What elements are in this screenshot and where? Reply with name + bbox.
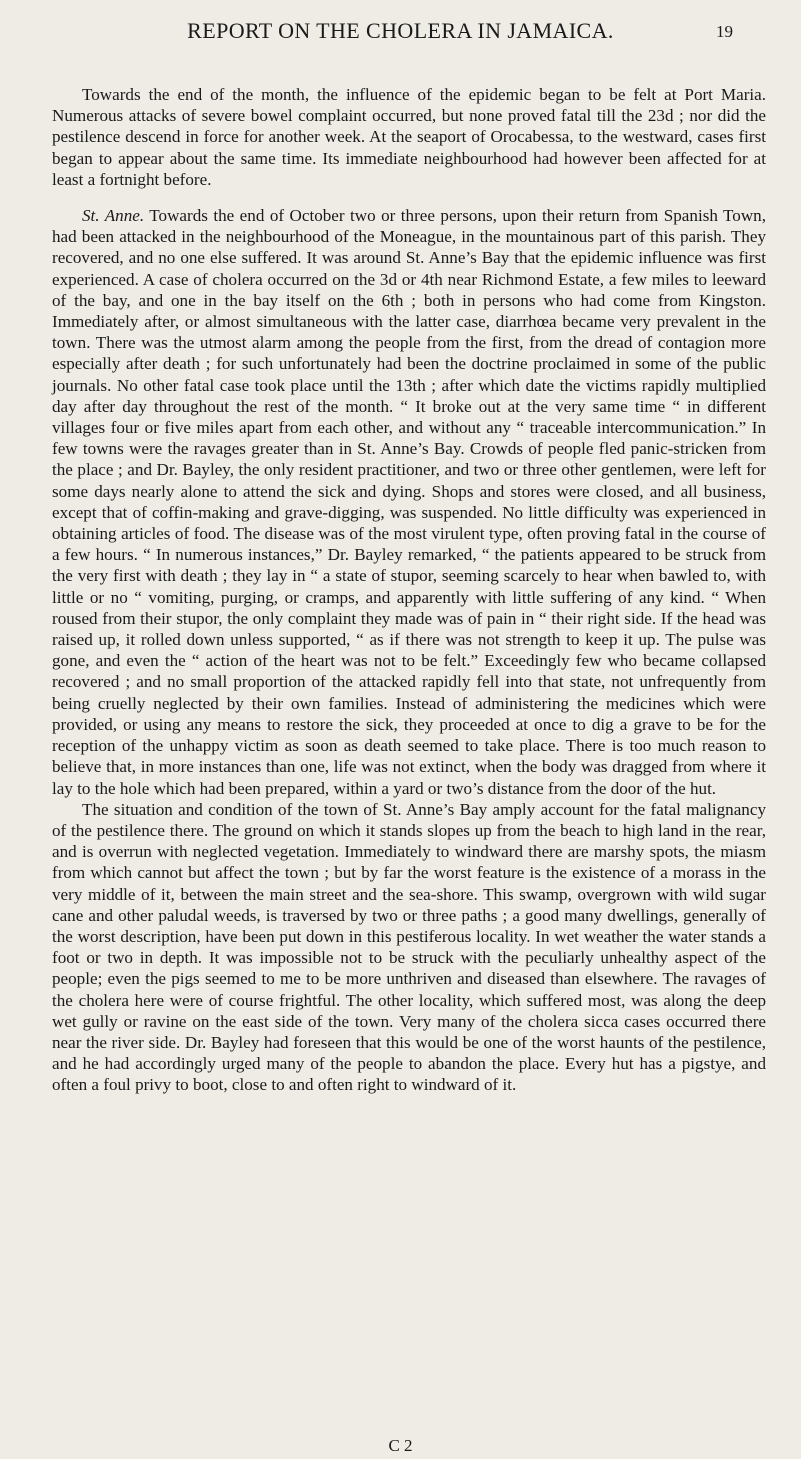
page-header — [0, 18, 801, 50]
paragraph-port-maria: Towards the end of the month, the influence of the epidemic began to be felt at Port Maria. Numerous attacks of severe bowel complaint occurred, but none proved fatal till the 23d ; nor did the pestilence descend in force for another week. At the seaport of Orocabessa, to the westward, cases first began to appear about the same time. Its immediate neighbourhood had however been affected for at least a fortnight before. — [52, 85, 766, 189]
signature-mark: C 2 — [388, 1436, 413, 1455]
section-lead-st-anne: St. Anne. — [82, 206, 145, 226]
page-number: 19 — [716, 22, 733, 41]
running-title: REPORT ON THE CHOLERA IN JAMAICA. — [187, 18, 614, 43]
paragraph-town-situation: The situation and condition of the town of St. Anne’s Bay amply account for the fatal malignancy of the pestilence there. The ground on which it stands slopes up from the beach to high land in the rear, and is overrun with neglected vegetation. Immediately to windward there are marshy spots, the miasm from which cannot but affect the town ; but by far the worst feature is the existence of a morass in the very middle of it, between the main street and the sea-shore. This swamp, overgrown with wild sugar cane and other paludal weeds, is traversed by two or three paths ; a good many dwellings, generally of the worst description, have been put down in this pestiferous locality. In wet weather the water stands a foot or two in depth. It was impossible not to be struck with the peculiarly unhealthy aspect of the people; even the pigs seemed to me to be more unthriven and diseased than elsewhere. The ravages of the cholera here were of course frightful. The other locality, which suffered most, was along the deep wet gully or ravine on the east side of the town. Very many of the cholera sicca cases occurred there near the river side. Dr. Bayley had foreseen that this would be one of the worst haunts of the pestilence, and he had accordingly urged many of the people to abandon the place. Every hut has a pigstye, and often a foul privy to boot, close to and often right to windward of it. — [52, 799, 766, 1095]
body-text — [52, 84, 766, 1096]
paragraph-st-anne-text: Towards the end of October two or three persons, upon their return from Spanish Town, had been attacked in the neighbourhood of the Moneague, in the mountainous part of this parish. They recovered, and no one else suffered. It was around St. Anne’s Bay that the epidemic influence was first experienced. A case of cholera occurred on the 3d or 4th near Richmond Estate, a few miles to leeward of the bay, and one in the bay itself on the 6th ; both in persons who had come from Kingston. Immediately after, or almost simultaneous with the latter case, diarrhœa became very prevalent in the town. There was the utmost alarm among the people from the first, from the dread of contagion more especially after death ; for such unfortunately had been the doctrine proclaimed in some of the public journals. No other fatal case took place until the 13th ; after which date the victims rapidly multiplied day after day throughout the rest of the month. “ It broke out at the very same time “ in different villages four or five miles apart from each other, and without any “ traceable intercommunication.” In few towns were the ravages greater than in St. Anne’s Bay. Crowds of people fled panic-stricken from the place ; and Dr. Bayley, the only resident practitioner, and two or three other gentlemen, were left for some days nearly alone to attend the sick and dying. Shops and stores were closed, and all business, except that of coffin-making and grave-digging, was suspended. No little difficulty was experienced in obtaining articles of food. The disease was of the most virulent type, often proving fatal in the course of a few hours. “ In numerous instances,” Dr. Bayley remarked, “ the patients appeared to be struck from the very first with death ; they lay in “ a state of stupor, seeming scarcely to hear when bawled to, with little or no “ vomiting, purging, or cramps, and apparently with little suffering of any kind. “ When roused from their stupor, the only complaint they made was of pain in “ their right side. If the head was raised up, it rolled down unless supported, “ as if there was not strength to keep it up. The pulse was gone, and even the “ action of the heart was not to be felt.” Exceedingly few who became collapsed recovered ; and no small proportion of the attacked rapidly fell into that state, not unfrequently from being cruelly neglected by their own families. Instead of administering the medicines which were provided, or using any means to restore the sick, they proceeded at once to dig a grave to be for the reception of the unhappy victim as soon as death seemed to take place. There is too much reason to believe that, in more instances than one, life was not extinct, when the body was dragged from where it lay to the hole which had been prepared, within a yard or two’s distance from the door of the hut. — [52, 206, 766, 798]
paragraph-st-anne — [52, 205, 766, 799]
